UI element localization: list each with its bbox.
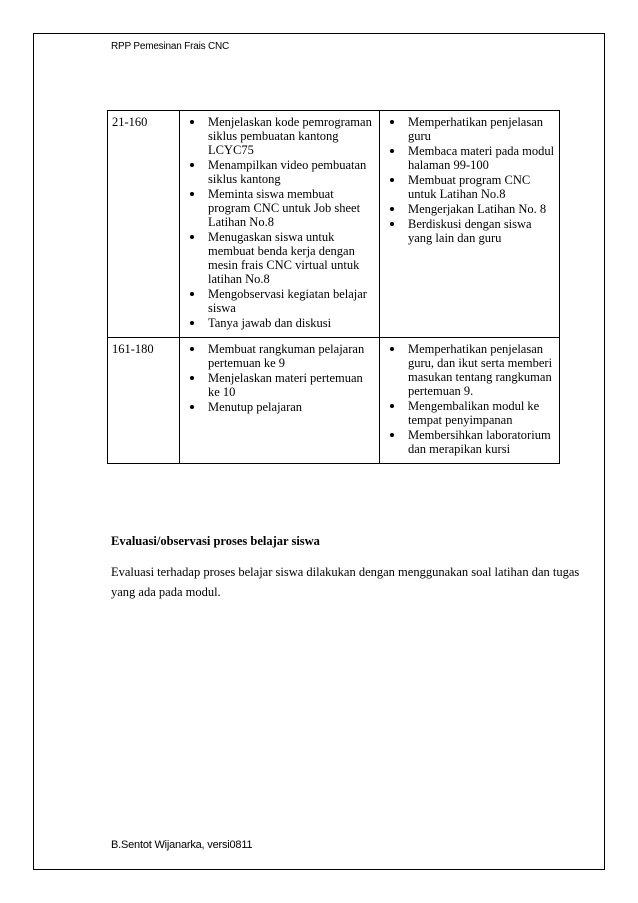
activity-table [107, 110, 560, 464]
table-row [108, 338, 560, 464]
page-footer: B.Sentot Wijanarka, versi0811 [111, 839, 253, 851]
teacher-activities-cell [180, 111, 380, 338]
time-cell: 161-180 [108, 338, 180, 464]
student-activities-cell [380, 111, 560, 338]
list-item: Menjelaskan materi pertemuan ke 10 [184, 371, 375, 399]
list-item: Membuat program CNC untuk Latihan No.8 [384, 173, 555, 201]
list-item: Menugaskan siswa untuk membuat benda kerja dengan mesin frais CNC virtual untuk latihan No.8 [184, 230, 375, 286]
list-item: Membuat rangkuman pelajaran pertemuan ke 9 [184, 342, 375, 370]
list-item: Berdiskusi dengan siswa yang lain dan guru [384, 217, 555, 245]
teacher-activities-cell [180, 338, 380, 464]
time-cell: 21-160 [108, 111, 180, 338]
list-item: Mengobservasi kegiatan belajar siswa [184, 287, 375, 315]
list-item: Meminta siswa membuat program CNC untuk Job sheet Latihan No.8 [184, 187, 375, 229]
list-item: Membersihkan laboratorium dan merapikan kursi [384, 428, 555, 456]
list-item: Tanya jawab dan diskusi [184, 316, 375, 330]
student-activities-cell [380, 338, 560, 464]
list-item: Membaca materi pada modul halaman 99-100 [384, 144, 555, 172]
list-item: Mengembalikan modul ke tempat penyimpanan [384, 399, 555, 427]
list-item: Menutup pelajaran [184, 400, 375, 414]
list-item: Mengerjakan Latihan No. 8 [384, 202, 555, 216]
list-item: Memperhatikan penjelasan guru [384, 115, 555, 143]
list-item: Menjelaskan kode pemrograman siklus pembuatan kantong LCYC75 [184, 115, 375, 157]
evaluation-body: Evaluasi terhadap proses belajar siswa dilakukan dengan menggunakan soal latihan dan tugas yang ada pada modul. [111, 565, 580, 599]
page-header: RPP Pemesinan Frais CNC [111, 41, 230, 52]
evaluation-title: Evaluasi/observasi proses belajar siswa [111, 534, 320, 548]
table-row [108, 111, 560, 338]
list-item: Memperhatikan penjelasan guru, dan ikut serta memberi masukan tentang rangkuman pertemuan 9. [384, 342, 555, 398]
list-item: Menampilkan video pembuatan siklus kantong [184, 158, 375, 186]
